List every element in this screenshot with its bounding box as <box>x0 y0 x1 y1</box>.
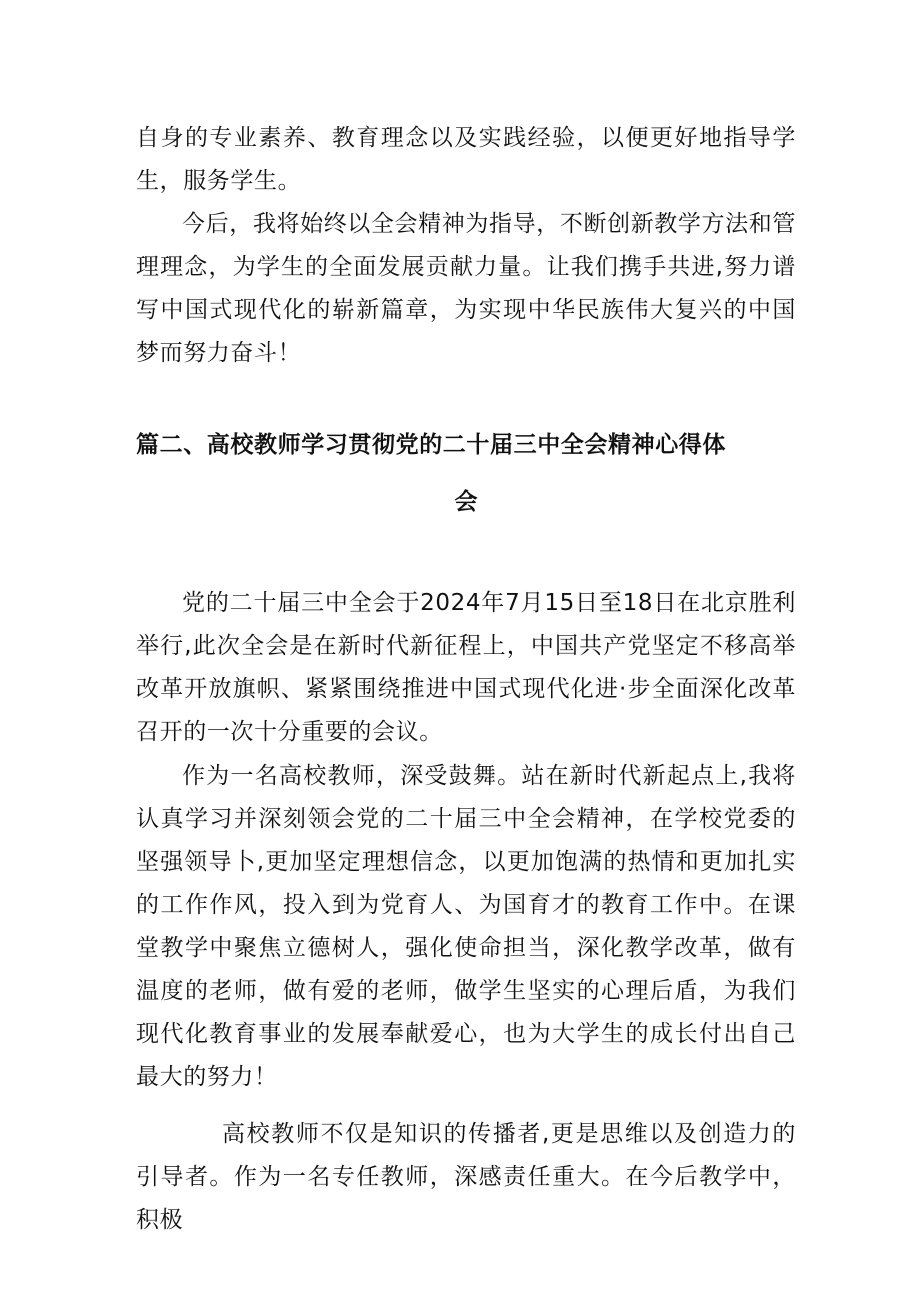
paragraph-plenum-intro: 党的二十届三中全会于2024年7月15日至18日在北京胜利举行,此次全会是在新时代新征程上，中国共产党坚定不移高举改革开放旗帜、紧紧围绕推进中国式现代化进·步全面深化改革召开的一次十分重要的会议。 <box>136 590 796 745</box>
paragraph-future-commitment: 今后，我将始终以全会精神为指导，不断创新教学方法和管理理念，为学生的全面发展贡献力量。让我们携手共进,努力谱写中国式现代化的崭新篇章，为实现中华民族伟大复兴的中国梦而努力奋斗！ <box>136 211 796 366</box>
paragraph-teacher-role: 高校教师不仅是知识的传播者,更是思维以及创造力的引导者。作为一名专任教师，深感责任重大。在今后教学中，积极 <box>136 1121 796 1233</box>
paragraph-teacher-reflection: 作为一名高校教师，深受鼓舞。站在新时代新起点上,我将认真学习并深刻领会党的二十届三中全会精神，在学校党委的坚强领导卜,更加坚定理想信念，以更加饱满的热情和更加扎实的工作作风，投入到为党育人、为国育才的教育工作中。在课堂教学中聚焦立德树人，强化使命担当，深化教学改革，做有温度的老师，做有爱的老师，做学生坚实的心理后盾，为我们现代化教育事业的发展奉献爱心，也为大学生的成长付出自己最大的努力！ <box>136 763 796 1090</box>
paragraph-continuation: 自身的专业素养、教育理念以及实践经验，以便更好地指导学生，服务学生。 <box>136 125 796 194</box>
section-heading: 篇二、高校教师学习贯彻党的二十届三中全会精神心得体 <box>136 432 726 458</box>
section-heading-continuation: 会 <box>454 489 478 515</box>
